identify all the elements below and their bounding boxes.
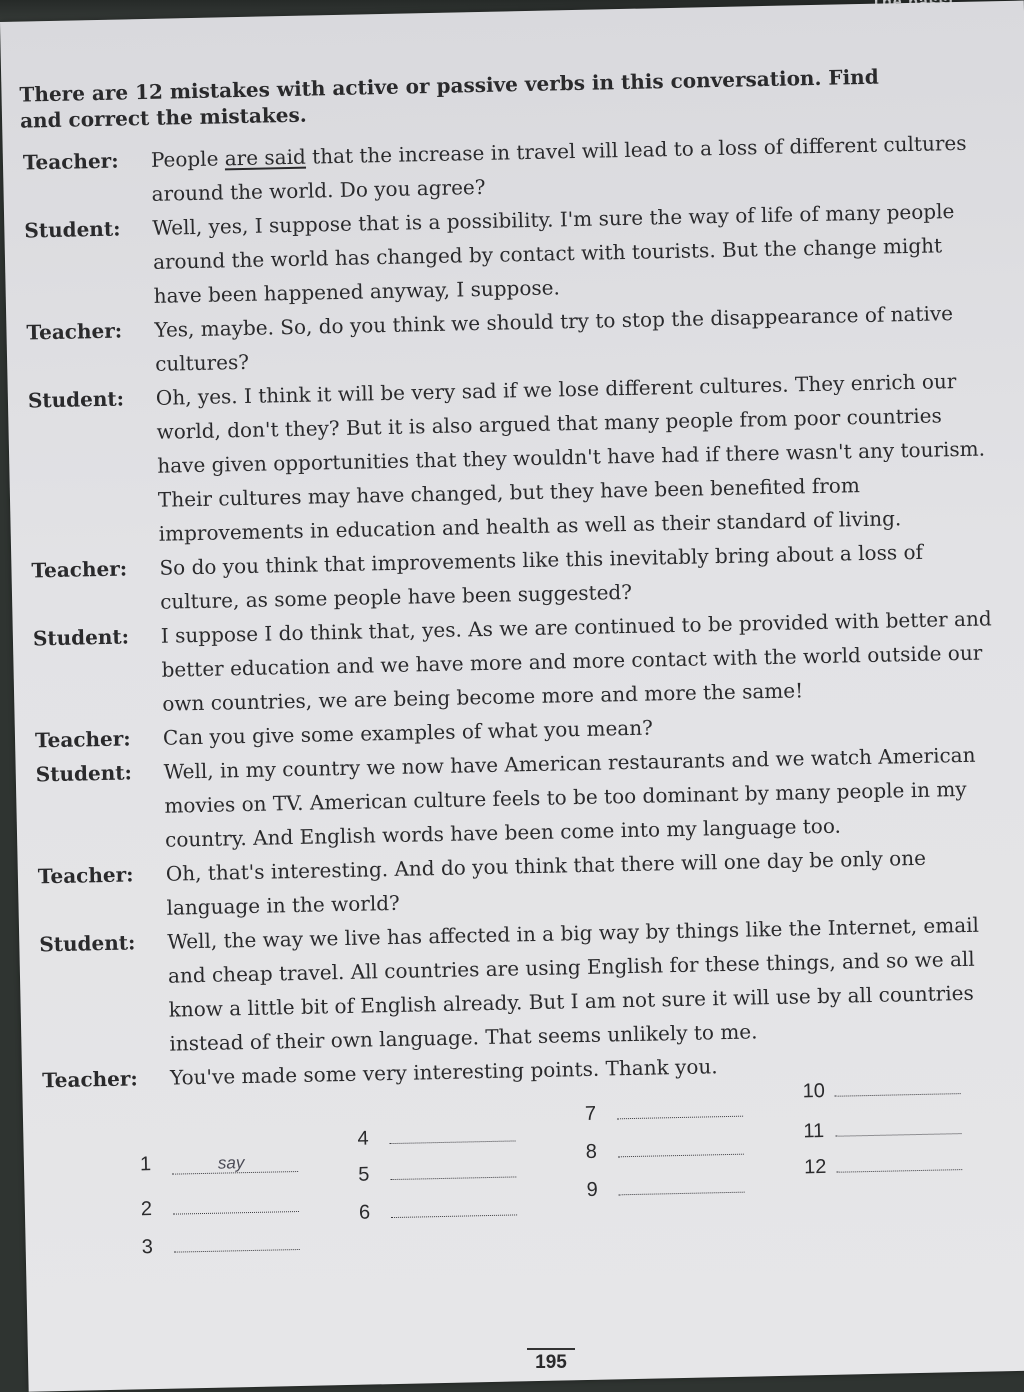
speaker-label: Teacher: [22,148,119,175]
speech-text: Yes, maybe. So, do you think we should try to stop the disappearance of native cultures? [154,301,954,376]
speech-text: Well, in my country we now have American restaurants and we watch American movies on TV. American culture feels to be too dominant by many people in my country. And English words have been come into my language too. [163,742,976,852]
answer-item [141,1192,300,1221]
answer-item [585,1097,744,1126]
speaker-label: Student: [39,930,136,957]
speaker-label: Teacher: [26,318,123,345]
speaker-label: Teacher: [34,726,131,753]
answer-item [358,1157,517,1186]
answer-number: 7 [584,1102,597,1125]
speech-text: You've made some very interesting points. Thank you. [169,1054,718,1090]
dialogue-turn [26,363,994,553]
page-number: 195 [527,1348,575,1374]
answer-item [804,1150,963,1179]
speech-text: Well, yes, I suppose that is a possibility. I'm sure the way of life of many people around the world has changed by contact with tourists. But the change might have been happened anyway, I suppose. [152,199,955,308]
speech-text-start: People [150,146,225,172]
answer-number: 9 [586,1178,598,1201]
book-page [0,1,1024,1392]
speech-text: Oh, that's interesting. And do you think that there will one day be only one language in the world? [165,845,927,920]
dialogue-turn [22,193,989,315]
answer-blank[interactable] [390,1157,516,1180]
answer-item [141,1230,300,1259]
answer-number: 2 [140,1198,153,1221]
dialogue-turn [31,601,998,723]
answer-blank[interactable] [173,1230,299,1253]
underlined-example-verb: are said [224,144,307,171]
answer-blank[interactable] [835,1114,961,1137]
answer-item [359,1195,518,1224]
answer-blank[interactable] [389,1121,515,1144]
page-content [19,61,1009,1261]
speaker-label: Teacher: [31,556,128,583]
speaker-label: Teacher: [37,862,134,889]
answer-number: 6 [358,1201,371,1224]
answer-number: 3 [141,1236,154,1259]
answer-number: 1 [139,1153,152,1176]
answer-number: 5 [357,1163,370,1186]
speaker-label: Student: [35,760,133,787]
speech-text: I suppose I do think that, yes. As we are continued to be provided with better and better education and we have more and more contact with the world outside our own countries, we are being become more and more the same! [160,606,992,716]
speaker-label: Student: [32,624,130,651]
speech-text: Can you give some examples of what you mean? [162,715,654,750]
answer-item [585,1135,744,1164]
answer-item [803,1114,962,1143]
answer-blank[interactable] [173,1192,299,1215]
speech-text-end: that the increase in travel will lead to a loss of different cultures around the world. Do you agree? [151,130,967,206]
answer-blanks [139,1079,1022,1259]
speech-text: So do you think that improvements like this inevitably bring about a loss of culture, as some people have been suggested? [159,539,924,614]
answer-blank[interactable] [617,1097,743,1120]
speaker-label: Teacher: [41,1066,139,1093]
answer-blank[interactable]: say [172,1152,298,1175]
dialogue-turn [33,737,1000,859]
answer-blank[interactable] [836,1150,962,1173]
exercise-instructions: There are 12 mistakes with active or passive verbs in this conversation. Find and correct the mistakes. [19,64,879,133]
answer-number: 8 [585,1140,598,1163]
answer-item [357,1121,516,1150]
answer-number: 4 [357,1127,369,1150]
answer-item [586,1173,745,1202]
answer-blank[interactable] [391,1195,517,1218]
answer-item [140,1150,298,1176]
speech-text: Oh, yes. I think it will be very sad if we lose different cultures. They enrich our world, don't they? But it is also argued that many people from poor countries have given opportunities that they wouldn't have had if there wasn't any tourism. Their cultures may have changed, but they have been benefited from improvements in education and health as well as their standard of living. [155,369,986,546]
answer-number: 10 [802,1079,826,1103]
answer-number: 11 [803,1119,825,1143]
answer-blank[interactable] [618,1173,744,1196]
answer-number: 12 [803,1155,827,1179]
answer-item [802,1074,961,1103]
speaker-label: Student: [27,386,125,413]
speaker-label: Student: [24,216,121,243]
speech-text: Well, the way we live has affected in a big way by things like the Internet, email and cheap travel. All countries are using English for these things, and so we all know a little bit of English already. But I am not sure it will use by all countries instead of their own language. That seems unlikely to me. [167,912,980,1056]
answer-blank[interactable] [834,1074,960,1097]
answer-blank[interactable] [617,1135,743,1158]
dialogue-turn [37,907,1005,1063]
conversation [21,125,1006,1097]
